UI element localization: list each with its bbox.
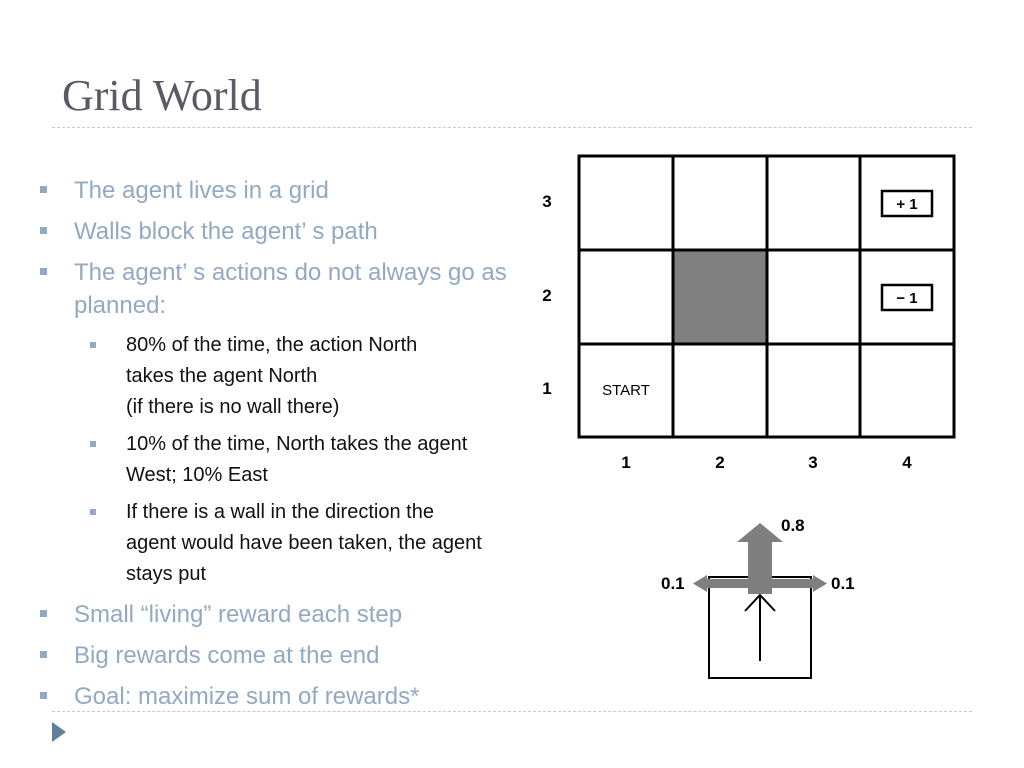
column-label: 2	[715, 453, 725, 472]
sub-bullet-line: stays put	[126, 563, 207, 585]
row-label: 2	[542, 286, 552, 305]
wall-cell	[673, 250, 767, 344]
north-probability: 0.8	[781, 516, 805, 535]
title-divider	[52, 127, 972, 128]
bullet-square-icon	[40, 268, 47, 275]
sub-bullet-item	[38, 497, 536, 590]
bullet-square-icon	[40, 610, 47, 617]
bullet-list	[38, 174, 538, 721]
action-transition-diagram	[650, 505, 880, 690]
sub-bullet-square-icon	[90, 342, 96, 348]
column-label: 4	[902, 453, 912, 472]
east-arrow-icon	[813, 575, 827, 592]
east-probability: 0.1	[831, 574, 855, 593]
sub-bullet-line: agent would have been taken, the agent	[126, 532, 482, 554]
sub-bullet-line: 80% of the time, the action North	[126, 334, 418, 356]
bullet-square-icon	[40, 692, 47, 699]
minus-reward-label: − 1	[896, 290, 918, 307]
bullet-item	[38, 256, 538, 590]
row-label: 1	[542, 379, 552, 398]
west-east-arrow-bar	[707, 579, 813, 588]
slide-title: Grid World	[62, 71, 262, 120]
sub-bullet-square-icon	[90, 441, 96, 447]
west-probability: 0.1	[661, 574, 685, 593]
bullet-square-icon	[40, 651, 47, 658]
bullet-item	[38, 174, 538, 207]
sub-bullet-line: 10% of the time, North takes the agent	[126, 433, 468, 455]
row-label: 3	[542, 192, 552, 211]
bullet-item	[38, 215, 538, 248]
next-slide-arrow-icon[interactable]	[52, 722, 66, 742]
bullet-text: The agent’ s actions do not always go as planned:	[74, 259, 507, 319]
sub-bullet-item	[38, 330, 536, 423]
footer-divider	[52, 711, 972, 712]
bullet-text: Walls block the agent’ s path	[74, 218, 378, 245]
column-label: 1	[621, 453, 631, 472]
start-label: START	[602, 382, 650, 399]
west-arrow-icon	[693, 575, 707, 592]
bullet-item	[38, 680, 538, 713]
bullet-square-icon	[40, 186, 47, 193]
grid-world-diagram	[530, 145, 970, 485]
sub-bullet-line: (if there is no wall there)	[126, 396, 340, 418]
bullet-item	[38, 598, 538, 631]
column-label: 3	[808, 453, 818, 472]
bullet-text: Big rewards come at the end	[74, 642, 380, 669]
sub-bullet-list	[38, 330, 538, 590]
sub-bullet-line: If there is a wall in the direction the	[126, 501, 434, 523]
sub-bullet-square-icon	[90, 509, 96, 515]
sub-bullet-item	[38, 429, 536, 491]
bullet-text: Goal: maximize sum of rewards*	[74, 683, 420, 710]
bullet-square-icon	[40, 227, 47, 234]
bullet-text: The agent lives in a grid	[74, 177, 329, 204]
plus-reward-label: + 1	[896, 196, 918, 213]
sub-bullet-line: West; 10% East	[126, 464, 268, 486]
north-arrow-icon	[737, 523, 783, 542]
bullet-item	[38, 639, 538, 672]
bullet-text: Small “living” reward each step	[74, 601, 403, 628]
sub-bullet-line: takes the agent North	[126, 365, 318, 387]
